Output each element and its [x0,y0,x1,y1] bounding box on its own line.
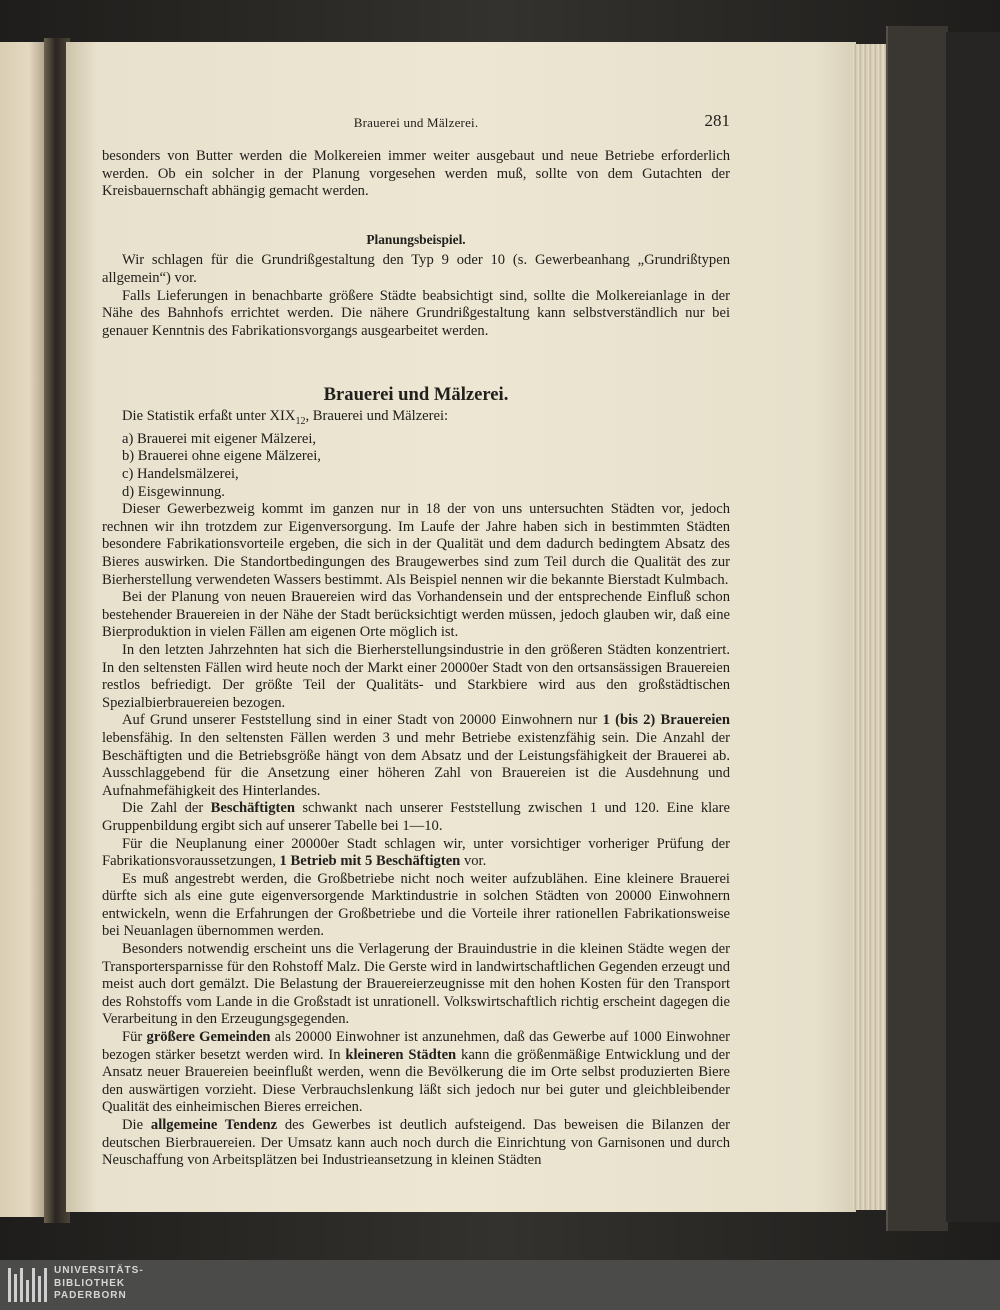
page-stack-edges [852,44,888,1210]
section-heading: Brauerei und Mälzerei. [323,384,509,406]
category-list [102,431,730,501]
body-paragraph: Auf Grund unserer Feststellung sind in einer Stadt von 20000 Einwohnern nur 1 (bis 2) Brauereien lebensfähig. In den seltensten Fällen werden 3 und mehr Betriebe existenzfähig sein. Die Anzahl der Beschäftigten und die Betriebsgröße hängt von dem Absatz und der Leistungsfähigkeit der Brauerei ab. Ausschlaggebend für die Ansetzung einer höheren Zahl von Brauereien ist die Ausdehnung und Aufnahmefähigkeit des Hinterlandes. [102,712,730,799]
list-item: a) Brauerei mit eigener Mälzerei, [122,430,317,447]
list-item: c) Handelsmälzerei, [122,466,239,483]
list-item: b) Brauerei ohne eigene Mälzerei, [122,448,321,465]
bold-phrase: 1 (bis 2) Brauereien [602,712,730,729]
library-logo-icon [8,1268,48,1302]
bold-phrase: Beschäftigten [210,800,295,817]
list-item: d) Eisgewinnung. [122,483,225,500]
planning-paragraph: Wir schlagen für die Grundrißgestaltung den Typ 9 oder 10 (s. Gewerbeanhang „Grundrißtypen allgemein“) vor. [102,252,730,286]
book-cover [886,26,948,1231]
planning-example-heading: Planungsbeispiel. [366,231,466,247]
body-paragraph: Besonders notwendig erscheint uns die Verlagerung der Brauindustrie in die kleinen Städte wegen der Transportersparnisse für den Rohstoff Malz. Die Gerste wird in landwirtschaftlichen Gegenden erzeugt und meist auch dort gemälzt. Die Belastung der Brauereierzeugnisse mit den hohen Kosten für den Transport des Rohstoffs vom Lande in die Großstadt ist unrationell. Volkswirtschaftlich richtig erscheint dagegen die Verarbeitung in den Erzeugungsgegenden. [102,941,730,1028]
planning-paragraph: Falls Lieferungen in benachbarte größere Städte beabsichtigt sind, sollte die Molkereianlage in der Nähe des Bahnhofs errichtet werden. Die nähere Grundrißgestaltung kann selbstverständlich nur bei genauer Kenntnis des Fabrikationsvorgangs ausgearbeitet werden. [102,287,730,339]
page-content [102,108,730,1170]
statistics-intro: Die Statistik erfaßt unter $XIX_{12}$, Brauerei und Mälzerei: [122,408,449,428]
intro-paragraph: besonders von Butter werden die Molkereien immer weiter ausgebaut und neue Betriebe erforderlich werden. Ob ein solcher in der Planung vorgesehen werden muß, sollte von dem Gutachten der Kreisbauernschaft abhängig gemacht werden. [102,148,730,200]
running-head-title: Brauerei und Mälzerei. [353,115,479,130]
statistics-subscript: 12 [295,416,306,428]
running-head [102,108,730,134]
bold-phrase: 1 Betrieb mit 5 Beschäftigten [279,853,461,870]
body-paragraph: Dieser Gewerbezweig kommt im ganzen nur in 18 der von uns untersuchten Städten vor, jedoch rechnen wir ihn trotzdem zur Eigenversorgung. Im Laufe der Jahre haben sich in bestimmten Städten besondere Fabrikationsvorteile ergeben, die sich in der Qualität und dem dadurch bedingtem Absatz des Bieres auswirken. Die Standortbedingungen des Braugewerbes sind zum Teil durch die Qualität des zur Bierherstellung verwendeten Wassers bestimmt. Als Beispiel nennen wir die bekannte Bierstadt Kulmbach. [102,501,730,588]
book-cover-spine [946,32,1000,1222]
body-paragraph: In den letzten Jahrzehnten hat sich die Bierherstellungsindustrie in den größeren Städten konzentriert. In den seltensten Fällen wird heute noch der Markt einer 20000er Stadt von den ortsansässigen Brauereien restlos befriedigt. Der größte Teil der Qualitäts- und Starkbiere wird aus den großstädtischen Spezialbierbrauereien bezogen. [102,641,730,711]
body-paragraph: Die allgemeine Tendenz des Gewerbes ist deutlich aufsteigend. Das beweisen die Bilanzen der deutschen Bierbrauereien. Der Umsatz kann auch noch durch die Einrichtung von Garnisonen und durch Neuschaffung von Arbeitsplätzen bei Industrieansetzung in kleinen Städten [102,1117,730,1169]
body-paragraph: Für größere Gemeinden als 20000 Einwohner ist anzunehmen, daß das Gewerbe auf 1000 Einwohner bezogen stärker besetzt werden wird. In kleineren Städten kann die größenmäßige Entwicklung und der Ansatz neuer Brauereien beeinflußt werden, wenn die Bevölkerung die im Orte selbst produzierten Biere den auswärtigen vorzieht. Diese Verbrauchslenkung läßt sich jedoch nur bei guter und gleichbleibender Qualität des einheimischen Bieres erreichen. [102,1029,730,1116]
body-paragraph: Für die Neuplanung einer 20000er Stadt schlagen wir, unter vorsichtiger vorheriger Prüfung der Fabrikationsvoraussetzungen, 1 Betrieb mit 5 Beschäftigten vor. [102,835,730,870]
body-paragraph: Bei der Planung von neuen Brauereien wird das Vorhandensein und der entsprechende Einfluß schon bestehender Brauereien in der Nähe der Stadt berücksichtigt werden müssen, jedoch glauben wir, daß eine Bierproduktion in vielen Fällen am eigenen Orte möglich ist. [102,589,730,641]
left-page-edge [0,42,48,1217]
bold-phrase: größere Gemeinden [146,1029,271,1046]
bold-phrase: kleineren Städten [345,1046,457,1063]
bold-phrase: allgemeine Tendenz [150,1117,278,1133]
body-paragraph: Es muß angestrebt werden, die Großbetriebe nicht noch weiter aufzublähen. Eine kleinere Brauerei dürfte sich als eine gute eigenversorgende Marktindustrie in solchen Städten von 20000 Einwohnern entwickeln, wenn die Erfahrungen der Großbetriebe und die Vorteile ihrer rationellen Fabrikationsweise bei Neuanlagen übernommen werden. [102,870,730,940]
body-paragraph: Die Zahl der Beschäftigten schwankt nach unserer Feststellung zwischen 1 und 120. Eine klare Gruppenbildung ergibt sich auf unserer Tabelle bei 1—10. [102,800,730,834]
library-footer [0,1260,1000,1310]
page-number: 281 [704,111,730,130]
library-logo-text: UNIVERSITÄTS- BIBLIOTHEK PADERBORN [54,1265,144,1301]
